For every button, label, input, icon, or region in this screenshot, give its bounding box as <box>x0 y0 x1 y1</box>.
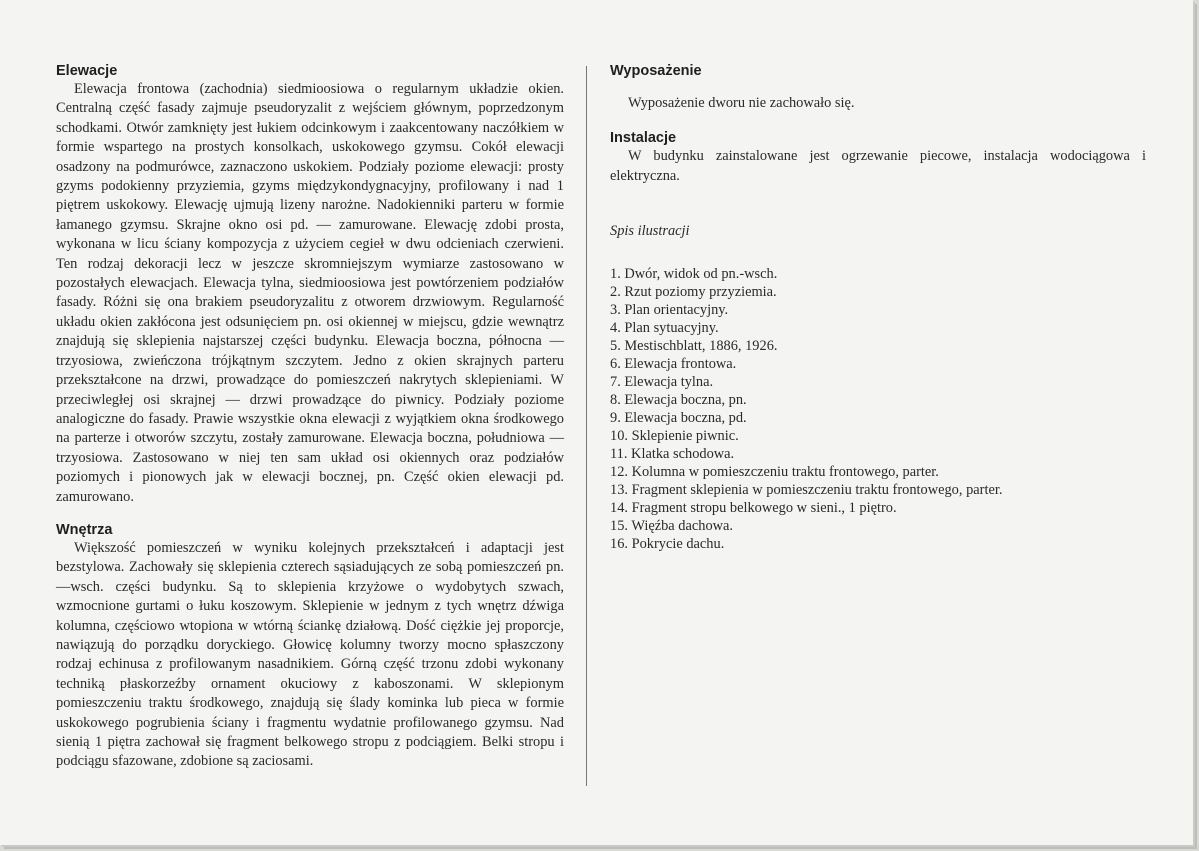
left-column <box>56 62 564 772</box>
section-heading-wnetrza: Wnętrza <box>56 521 113 538</box>
column-divider <box>586 66 587 786</box>
illustration-item: 8. Elewacja boczna, pn. <box>610 392 747 409</box>
illustration-item: 6. Elewacja frontowa. <box>610 356 737 373</box>
illustrations-list <box>610 265 1146 553</box>
illustration-item: 2. Rzut poziomy przyziemia. <box>610 284 777 301</box>
section-text-instalacje: W budynku zainstalowane jest ogrzewanie piecowe, instalacja wodociągowa i elektryczna. <box>610 148 1146 184</box>
illustration-item: 14. Fragment stropu belkowego w sieni., 1 piętro. <box>610 500 897 517</box>
illustration-item: 4. Plan sytuacyjny. <box>610 320 719 337</box>
illustration-item: 15. Więźba dachowa. <box>610 518 734 535</box>
section-heading-elewacje: Elewacje <box>56 63 118 79</box>
illustration-item: 12. Kolumna w pomieszczeniu traktu frontowego, parter. <box>610 464 939 481</box>
section-heading-wyposazenie: Wyposażenie <box>610 63 702 79</box>
illustrations-title: Spis ilustracji <box>610 223 690 240</box>
section-heading-instalacje: Instalacje <box>610 130 677 147</box>
illustration-item: 3. Plan orientacyjny. <box>610 302 729 319</box>
illustration-item: 16. Pokrycie dachu. <box>610 536 725 553</box>
illustration-item: 1. Dwór, widok od pn.-wsch. <box>610 266 778 283</box>
illustration-item: 7. Elewacja tylna. <box>610 374 714 391</box>
illustration-item: 9. Elewacja boczna, pd. <box>610 410 747 427</box>
section-text-elewacje: Elewacja frontowa (zachodnia) siedmioosiowa o regularnym układzie okien. Centralną część fasady zajmuje pseudoryzalit z wejściem głównym, poprzedzonym schodkami. Otwór zamknięty jest łukiem odcinkowym i zaakcentowany naczółkiem w formie wspartego na prostych konsolkach, uskokowego gzymsu. Cokół elewacji osadzony na podmurówce, zaznaczono uskokiem. Podziały poziome elewacji: prosty gzyms podokienny przyziemia, gzyms międzykondygnacyjny, profilowany i nad 1 piętrem uskokowy. Elewację ujmują lizeny narożne. Nadokienniki parteru w formie łamanego gzymsu. Skrajne okno osi pd. — zamurowane. Elewację zdobi prosta, wykonana w licu ściany kompozycja z użyciem cegieł w dwu odcieniach czerwieni. Ten rodzaj dekoracji lecz w jeszcze skromniejszym wymiarze zastosowano w pozostałych elewacjach. Elewacja tylna, siedmioosiowa jest powtórzeniem podziałów fasady. Różni się ona brakiem pseudoryzalitu z otworem drzwiowym. Regularność układu okien zakłócona jest odsunięciem pn. osi okiennej w miejscu, gdzie wewnątrz znajdują się sklepienia najstarszej części budynku. Elewacja boczna, północna — trzyosiowa, zwieńczona trójkątnym szczytem. Jedno z okien skrajnych parteru przekształcone na drzwi, prowadzące do pomieszczeń nakrytych sklepieniami. W przeciwległej osi skrajnej — drzwi prowadzące do piwnicy. Podziały poziome analogiczne do fasady. Prawie wszystkie okna elewacji z wyjątkiem okna środkowego na parterze i otworów szczytu, zostały zamurowane. Elewacja boczna, południowa — trzyosiowa. Zastosowano w niej ten sam układ osi okiennych oraz podziałów poziomych i pionowych jak w elewacji bocznej, pn. Część okien elewacji pd. zamurowano. <box>56 81 564 505</box>
illustration-item: 5. Mestischblatt, 1886, 1926. <box>610 338 778 355</box>
illustration-item: 11. Klatka schodowa. <box>610 446 735 463</box>
section-text-wyposazenie: Wyposażenie dworu nie zachowało się. <box>628 95 855 111</box>
illustration-item: 10. Sklepienie piwnic. <box>610 428 739 445</box>
right-column <box>610 62 1146 553</box>
illustration-item: 13. Fragment sklepienia w pomieszczeniu traktu frontowego, parter. <box>610 482 1003 499</box>
section-text-wnetrza: Większość pomieszczeń w wyniku kolejnych przekształceń i adaptacji jest bezstylowa. Zachowały się sklepienia czterech sąsiadujących ze sobą pomieszczeń pn.—wsch. części budynku. Są to sklepienia krzyżowe o wydobytych szwach, wzmocnione gurtami o łuku koszowym. Sklepienie w jednym z tych wnętrz dźwiga kolumna, częściowo wtopiona w wtórną ściankę działową. Dość ciężkie jej proporcje, nawiązują do porządku doryckiego. Głowicę kolumny tworzy mocno spłaszczony rodzaj echinusa z profilowanym nasadnikiem. Górną część trzonu zdobi wykonany techniką płaskorzeźby ornament okuciowy z kaboszonami. W sklepionym pomieszczeniu traktu środkowego, znajdują się ślady kominka lub pieca w formie uskokowego pogrubienia ściany i fragmentu wydatnie profilowanego gzymsu. Nad sienią 1 piętra zachował się fragment belkowego stropu z podciągiem. Belki stropu i podciągu sfazowane, zdobione są zaciosami. <box>56 539 564 770</box>
